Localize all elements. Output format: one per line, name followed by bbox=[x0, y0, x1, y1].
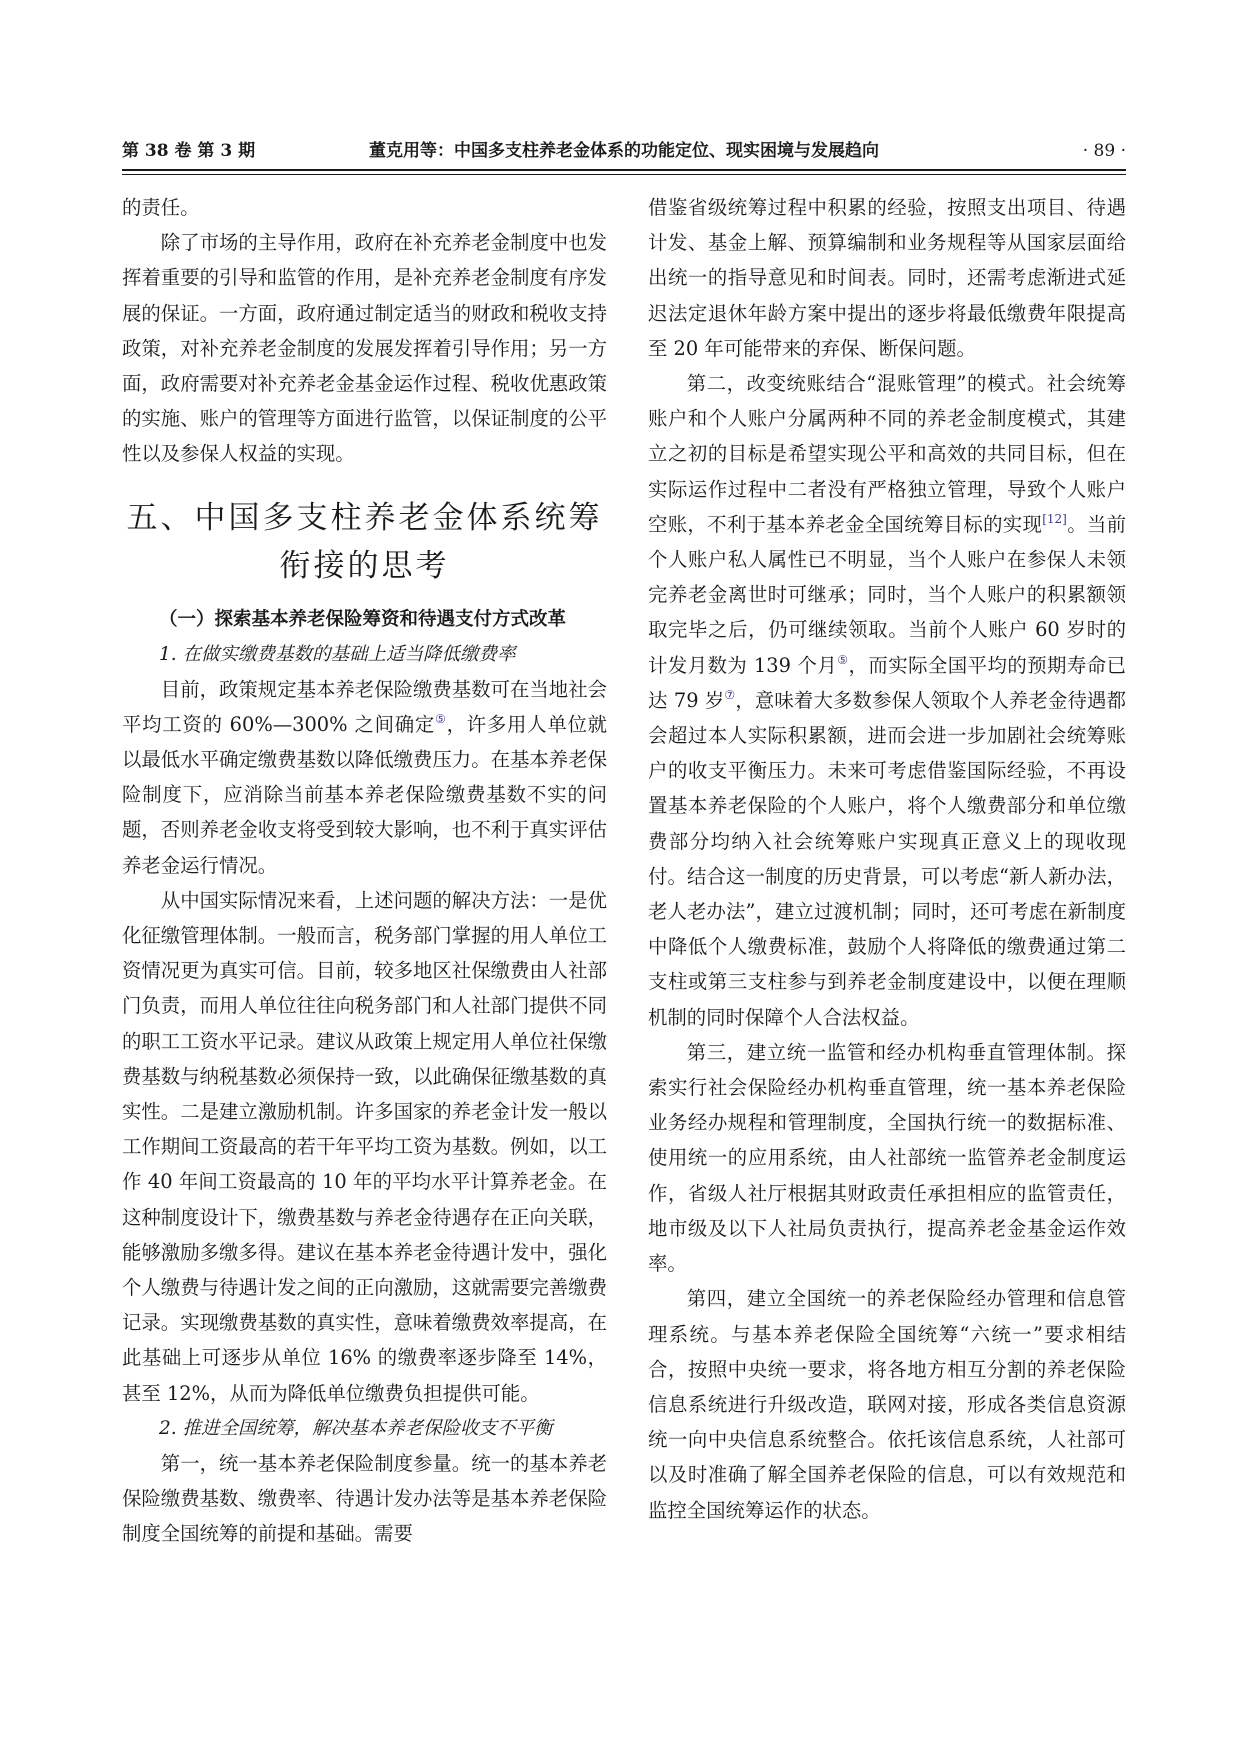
paragraph-text: ，意味着大多数参保人领取个人养老金待遇都会超过本人实际积累额，进而会进一步加剧社会统筹账户的收支平衡压力。未来可考虑借鉴国际经验，不再设置基本养老保险的个人账户，将个人缴费部分和单位缴费部分均纳入社会统筹账户实现真正意义上的现收现付。结合这一制度的历史背景，可以考虑“新人新办法，老人老办法”，建立过渡机制；同时，还可考虑在新制度中降低个人缴费标准，鼓励个人将降低的缴费通过第二支柱或第三支柱参与到养老金制度建设中，以便在理顺机制的同时保障个人合法权益。 bbox=[648, 688, 1126, 1029]
paragraph-text: ，许多用人单位就以最低水平确定缴费基数以降低缴费压力。在基本养老保险制度下，应消除当前基本养老保险缴费基数不实的问题，否则养老金收支将受到较大影响，也不利于真实评估养老金运行情况。 bbox=[122, 712, 607, 877]
section-title-line: 衔接的思考 bbox=[279, 547, 450, 584]
volume-issue: 第 38 卷 第 3 期 bbox=[122, 141, 256, 161]
paragraph-text: ，而实际全国平均的预期寿命已达 79 岁 bbox=[648, 653, 1127, 712]
footnote-mark[interactable]: ⑤ bbox=[435, 711, 447, 726]
header-rule-thin bbox=[122, 174, 1126, 175]
paragraph: 第一，统一基本养老保险制度参量。统一的基本养老保险缴费基数、缴费率、待遇计发办法等是基本养老保险制度全国统筹的前提和基础。需要 bbox=[122, 1451, 607, 1546]
paragraph: 第四，建立全国统一的养老保险经办管理和信息管理系统。与基本养老保险全国统筹“六统一”要求相结合，按照中央统一要求，将各地方相互分割的养老保险信息系统进行升级改造，联网对接，形成各类信息资源统一向中央信息系统整合。依托该信息系统，人社部可以及时准确了解全国养老保险的信息，可以有效规范和监控全国统筹运作的状态。 bbox=[648, 1287, 1126, 1522]
section-title-line: 五、中国多支柱养老金体系统筹 bbox=[126, 499, 603, 536]
section-title bbox=[122, 494, 607, 590]
paragraph: 的责任。 bbox=[122, 196, 200, 219]
footnote-mark[interactable]: ⑦ bbox=[724, 687, 736, 702]
citation-mark[interactable]: [12] bbox=[1042, 511, 1067, 526]
footnote-mark[interactable]: ⑤ bbox=[837, 652, 849, 667]
header-rule-thick bbox=[122, 169, 1126, 171]
paragraph-text: 。当前个人账户私人属性已不明显，当个人账户在参保人未领完养老金离世时可继承；同时，当个人账户的积累额领取完毕之后，仍可继续领取。当前个人账户 60 岁时的计发月数为 139 个月 bbox=[648, 512, 1127, 677]
article-running-title: 董克用等：中国多支柱养老金体系的功能定位、现实困境与发展趋向 bbox=[369, 141, 879, 161]
right-column bbox=[648, 190, 1126, 1528]
paragraph-text: 目前，政策规定基本养老保险缴费基数可在当地社会平均工资的 60%—300% 之间确定 bbox=[122, 677, 607, 736]
paragraph bbox=[122, 672, 607, 883]
paragraph: 除了市场的主导作用，政府在补充养老金制度中也发挥着重要的引导和监管的作用，是补充养老金制度有序发展的保证。一方面，政府通过制定适当的财政和税收支持政策，对补充养老金制度的发展发挥着引导作用；另一方面，政府需要对补充养老金基金运作过程、税收优惠政策的实施、账户的管理等方面进行监管，以保证制度的公平性以及参保人权益的实现。 bbox=[122, 231, 607, 466]
paragraph: 借鉴省级统筹过程中积累的经验，按照支出项目、待遇计发、基金上解、预算编制和业务规程等从国家层面给出统一的指导意见和时间表。同时，还需考虑渐进式延迟法定退休年龄方案中提出的逐步将最低缴费年限提高至 20 年可能带来的弃保、断保问题。 bbox=[648, 196, 1126, 360]
paragraph bbox=[648, 366, 1126, 1035]
paragraph: 从中国实际情况来看，上述问题的解决方法：一是优化征缴管理体制。一般而言，税务部门掌握的用人单位工资情况更为真实可信。目前，较多地区社保缴费由人社部门负责，而用人单位往往向税务部门和人社部门提供不同的职工工资水平记录。建议从政策上规定用人单位社保缴费基数与纳税基数必须保持一致，以此确保征缴基数的真实性。二是建立激励机制。许多国家的养老金计发一般以工作期间工资最高的若干年平均工资为基数。例如，以工作 40 年间工资最高的 10 年的平均水平计算养老金。在这种制度设计下，缴费基数与养老金待遇存在正向关联，能够激励多缴多得。建议在基本养老金待遇计发中，强化个人缴费与待遇计发之间的正向激励，这就需要完善缴费记录。实现缴费基数的真实性，意味着缴费效率提高，在此基础上可逐步从单位 16% 的缴费率逐步降至 14%，甚至 12%，从而为降低单位缴费负担提供可能。 bbox=[122, 888, 607, 1405]
paragraph: 第三，建立统一监管和经办机构垂直管理体制。探索实行社会保险经办机构垂直管理，统一基本养老保险业务经办规程和管理制度，全国执行统一的数据标准、使用统一的应用系统，由人社部统一监管养老金制度运作，省级人社厅根据其财政责任承担相应的监管责任，地市级及以下人社局负责执行，提高养老金基金运作效率。 bbox=[648, 1040, 1126, 1276]
item-title: 2. 推进全国统筹，解决基本养老保险收支不平衡 bbox=[159, 1417, 553, 1439]
page-number: · 89 · bbox=[1082, 141, 1126, 161]
item-title: 1. 在做实缴费基数的基础上适当降低缴费率 bbox=[159, 643, 516, 665]
running-header bbox=[122, 139, 1126, 173]
left-column bbox=[122, 190, 607, 1552]
paragraph-text: 第二，改变统账结合“混账管理”的模式。社会统筹账户和个人账户分属两种不同的养老金制度模式，其建立之初的目标是希望实现公平和高效的共同目标，但在实际运作过程中二者没有严格独立管理，导致个人账户空账，不利于基本养老金全国统筹目标的实现 bbox=[648, 372, 1126, 536]
subsection-title: （一）探索基本养老保险筹资和待遇支付方式改革 bbox=[159, 608, 567, 630]
